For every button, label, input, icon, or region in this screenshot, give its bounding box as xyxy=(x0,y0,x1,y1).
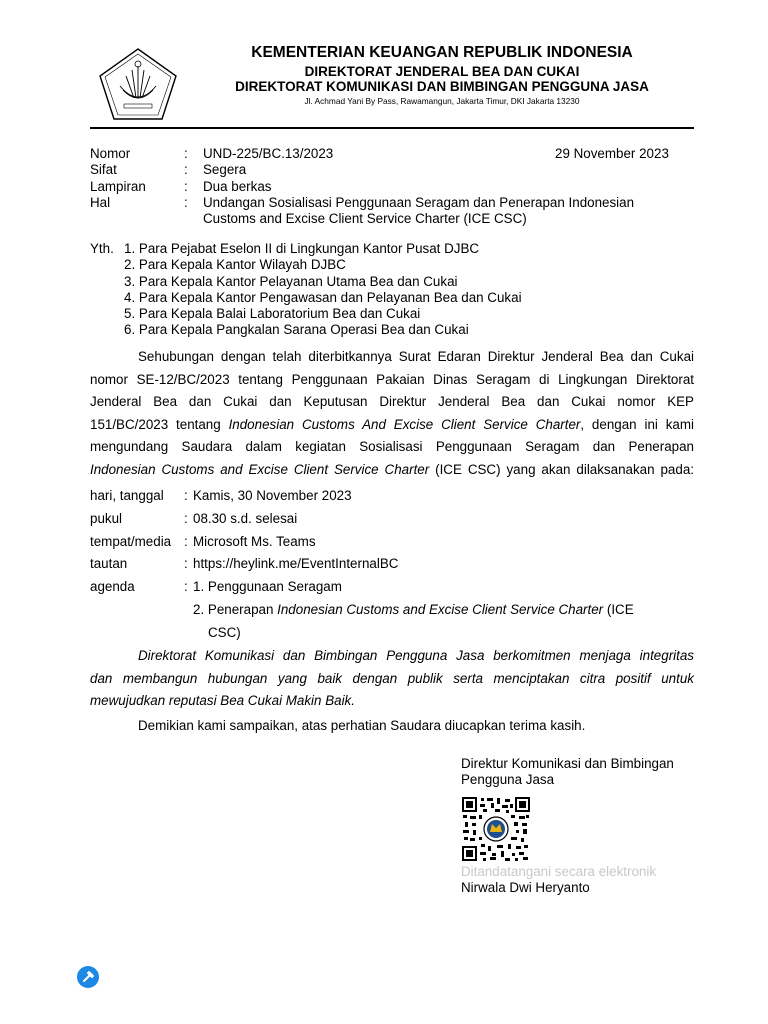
lampiran-colon: : xyxy=(184,179,188,194)
agenda-text: (ICE xyxy=(603,602,634,617)
hari-colon: : xyxy=(184,488,188,503)
lampiran-value: Dua berkas xyxy=(203,179,272,194)
agenda-label: agenda xyxy=(90,579,135,594)
commitment-line: dan membangun hubungan yang baik dengan publik serta menciptakan citra positif untuk xyxy=(90,670,694,686)
directorate-general-title: DIREKTORAT JENDERAL BEA DAN CUKAI xyxy=(304,64,580,79)
body-text: , dengan ini kami xyxy=(580,416,694,432)
recipient-item: 1. Para Pejabat Eselon II di Lingkungan Kantor Pusat DJBC xyxy=(124,241,480,256)
sifat-colon: : xyxy=(184,162,188,177)
tempat-colon: : xyxy=(184,534,188,549)
nomor-value: UND-225/BC.13/2023 xyxy=(203,146,334,161)
lampiran-label: Lampiran xyxy=(90,179,146,194)
address: Jl. Achmad Yani By Pass, Rawamangun, Jakarta Timur, DKI Jakarta 13230 xyxy=(304,96,580,106)
pukul-value: 08.30 s.d. selesai xyxy=(193,511,298,526)
hal-value-line2: Customs and Excise Client Service Charter (ICE CSC) xyxy=(203,211,527,226)
directorate-title: DIREKTORAT KOMUNIKASI DAN BIMBINGAN PENGGUNA JASA xyxy=(235,79,649,94)
ministry-title: KEMENTERIAN KEUANGAN REPUBLIK INDONESIA xyxy=(251,44,633,61)
body-text: (ICE CSC) yang akan dilaksanakan pada: xyxy=(429,461,694,477)
qr-code-icon xyxy=(461,796,531,862)
recipient-item: 3. Para Kepala Kantor Pelayanan Utama Bea dan Cukai xyxy=(124,273,458,289)
letter-date: 29 November 2023 xyxy=(555,146,669,161)
agenda-item-continuation: CSC) xyxy=(208,625,241,640)
floating-action-button[interactable] xyxy=(76,965,100,989)
hal-label: Hal xyxy=(90,195,111,210)
agenda-item xyxy=(193,599,634,622)
yth-label: Yth. xyxy=(90,241,114,256)
body-line xyxy=(90,459,694,482)
tautan-link[interactable]: https://heylink.me/EventInternalBC xyxy=(193,556,399,571)
e-signature-note: Ditandatangani secara elektronik xyxy=(461,864,657,879)
body-line xyxy=(90,414,694,437)
tempat-label: tempat/media xyxy=(90,534,172,549)
recipient-item: 6. Para Kepala Pangkalan Sarana Operasi Bea dan Cukai xyxy=(124,322,469,338)
recipient-item: 5. Para Kepala Balai Laboratorium Bea dan Cukai xyxy=(124,306,421,322)
qr-code xyxy=(461,796,531,862)
pukul-colon: : xyxy=(184,511,188,526)
tautan-colon: : xyxy=(184,556,188,571)
tempat-value: Microsoft Ms. Teams xyxy=(193,534,316,549)
tautan-label: tautan xyxy=(90,556,128,571)
commitment-line: mewujudkan reputasi Bea Cukai Makin Baik. xyxy=(90,693,355,709)
ministry-logo-icon xyxy=(96,46,180,122)
signatory-title-line2: Pengguna Jasa xyxy=(461,772,555,787)
signatory-name: Nirwala Dwi Heryanto xyxy=(461,880,590,895)
agenda-text-italic: Indonesian Customs and Excise Client Service Charter xyxy=(277,602,604,617)
signatory-title-line1: Direktur Komunikasi dan Bimbingan xyxy=(461,756,674,771)
ministry-logo xyxy=(96,46,180,122)
body-line: nomor SE-12/BC/2023 tentang Penggunaan Pakaian Dinas Seragam di Lingkungan Direktorat xyxy=(90,371,694,387)
body-line: Sehubungan dengan telah diterbitkannya Surat Edaran Direktur Jenderal Bea dan Cukai xyxy=(138,349,694,364)
agenda-text: 2. Penerapan xyxy=(193,602,278,617)
nomor-colon: : xyxy=(184,146,188,161)
recipient-item: 4. Para Kepala Kantor Pengawasan dan Pelayanan Bea dan Cukai xyxy=(124,289,522,305)
hal-value-line1: Undangan Sosialisasi Penggunaan Seragam dan Penerapan Indonesian xyxy=(203,195,635,210)
body-text-italic: Indonesian Customs and Excise Client Service Charter xyxy=(90,461,430,477)
agenda-item: 1. Penggunaan Seragam xyxy=(193,579,342,594)
body-line: Jenderal Bea dan Cukai dan Keputusan Direktur Jenderal Bea dan Cukai nomor KEP xyxy=(90,394,694,410)
body-text-italic: Indonesian Customs And Excise Client Service Charter xyxy=(228,416,581,432)
pukul-label: pukul xyxy=(90,511,123,526)
header-divider xyxy=(90,127,694,129)
pin-icon xyxy=(76,965,100,989)
agenda-colon: : xyxy=(184,579,188,594)
recipient-list xyxy=(124,241,522,339)
closing-line: Demikian kami sampaikan, atas perhatian Saudara diucapkan terima kasih. xyxy=(138,718,586,733)
hal-colon: : xyxy=(184,195,188,210)
hari-label: hari, tanggal xyxy=(90,488,164,503)
sifat-value: Segera xyxy=(203,162,247,177)
sifat-label: Sifat xyxy=(90,162,117,177)
body-text: 151/BC/2023 tentang xyxy=(90,416,229,432)
recipient-item: 2. Para Kepala Kantor Wilayah DJBC xyxy=(124,257,346,273)
body-paragraph xyxy=(90,346,694,482)
commitment-paragraph xyxy=(90,645,694,713)
body-line: mengundang Saudara dalam kegiatan Sosialisasi Penggunaan Seragam dan Penerapan xyxy=(90,439,694,455)
hari-value: Kamis, 30 November 2023 xyxy=(193,488,352,503)
commitment-line: Direktorat Komunikasi dan Bimbingan Pengguna Jasa berkomitmen menjaga integritas xyxy=(138,648,694,663)
nomor-label: Nomor xyxy=(90,146,131,161)
